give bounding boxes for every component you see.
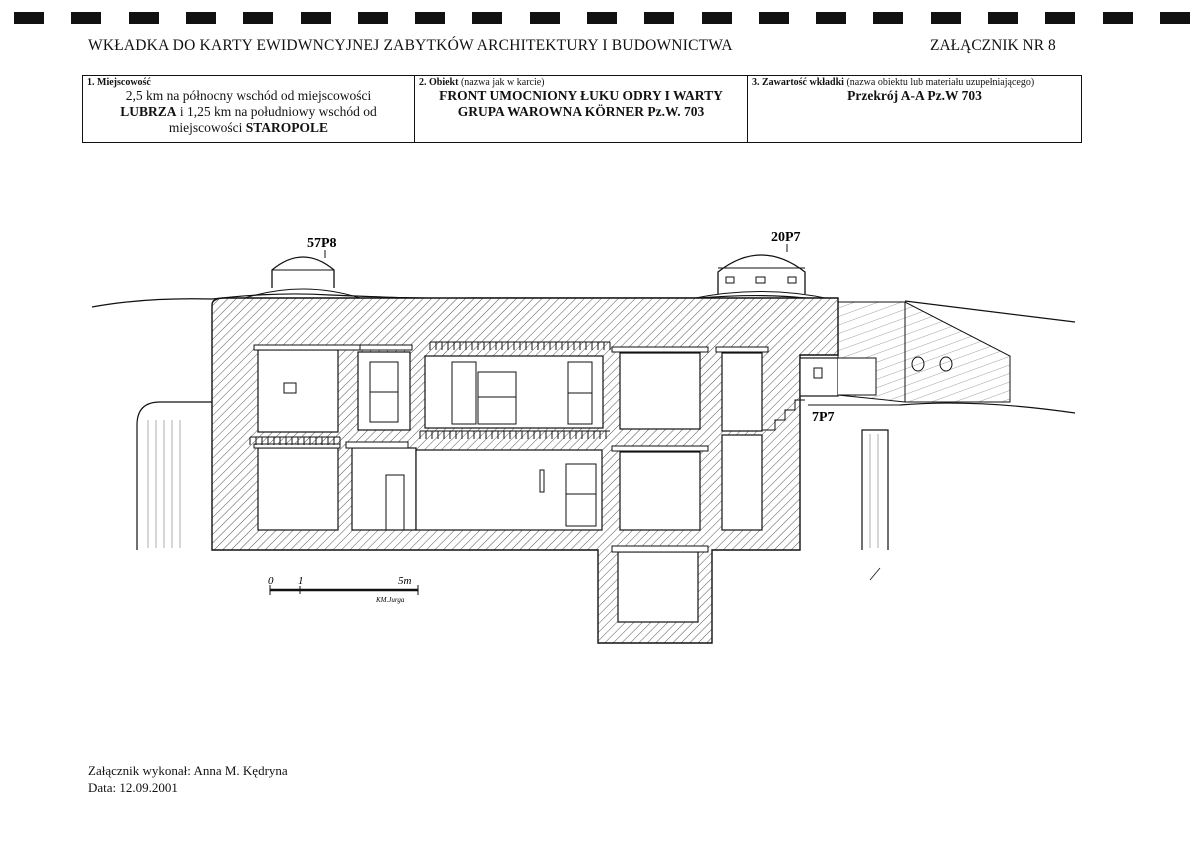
field-label: Zawartość wkładki [762,77,844,88]
scale-bar [270,585,418,595]
date-label: Data: [88,780,117,795]
lower-floor-rooms [258,435,762,622]
location-line: miejscowości [168,120,246,135]
attachment-number: ZAŁĄCZNIK NR 8 [930,37,1056,54]
turret-label: 57P8 [307,236,337,251]
right-outbuilding [862,430,888,550]
scale-label: 5m [398,575,412,587]
content-line: Przekrój A-A Pz.W 703 [847,88,982,103]
location-line: 2,5 km na północny wschód od miejscowości [125,88,372,103]
field-note: (nazwa obiektu lub materiału uzupełniającego) [846,77,1035,88]
field-note: (nazwa jak w karcie) [460,77,545,88]
author-label: Załącznik wykonał: [88,763,191,778]
author-line [88,763,288,779]
entrance-label: 7P7 [812,410,835,425]
turret-label: 20P7 [771,230,801,245]
field-label: Obiekt [429,77,459,88]
ground-line [900,403,1075,413]
field-label: Miejscowość [97,77,151,88]
field-number: 3. [752,77,760,88]
object-line: FRONT UMOCNIONY ŁUKU ODRY I WARTY [439,88,723,103]
scale-label: 0 [268,575,274,587]
document-title: WKŁADKA DO KARTY EWIDWNCYJNEJ ZABYTKÓW ARCHITEKTURY I BUDOWNICTWA [88,37,733,54]
date-line [88,780,178,796]
field-number: 1. [87,77,95,88]
object-line: GRUPA WAROWNA KÖRNER Pz.W. 703 [457,104,705,119]
date-value: 12.09.2001 [119,780,178,795]
turret-57p8 [245,257,360,298]
drafter-signature: KM.Jurga [376,596,405,604]
location-town: STAROPOLE [245,120,329,135]
location-line: i 1,25 km na południowy wschód od [176,104,377,119]
outbuilding-shading [148,420,180,548]
scale-label: 1 [298,575,304,587]
stray-mark [870,568,880,580]
location-town: LUBRZA [120,104,177,119]
entrance-corridor [838,358,876,395]
field-number: 2. [419,77,427,88]
turret-20p7 [690,255,830,299]
author-name: Anna M. Kędryna [193,763,288,778]
outbuilding-shading [870,434,878,548]
